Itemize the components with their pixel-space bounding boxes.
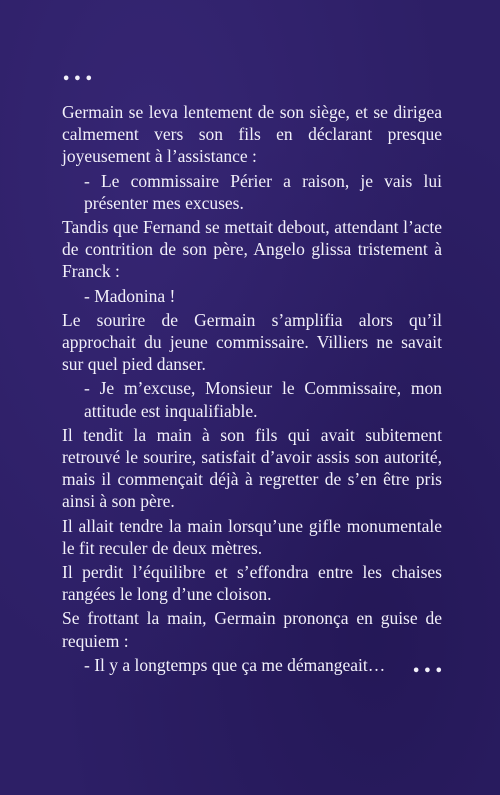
paragraph: Germain se leva lentement de son siège, et se dirigea calmement vers son fils en déclarant presque joyeusement à l’assistance : — [62, 102, 442, 167]
paragraph: Se frottant la main, Germain prononça en guise de requiem : — [62, 608, 442, 651]
paragraph: Le sourire de Germain s’amplifia alors qu’il approchait du jeune commissaire. Villiers ne savait sur quel pied danser. — [62, 309, 442, 375]
dialogue-line: - Il y a longtemps que ça me démangeait… — [84, 654, 386, 675]
ornament-bottom: ••• — [412, 664, 446, 679]
dialogue-line: - Je m’excuse, Monsieur le Commissaire, mon attitude est inqualifiable. — [84, 378, 442, 421]
paragraph: Il allait tendre la main lorsqu’une gifle monumentale le fit reculer de deux mètres. — [62, 515, 442, 558]
ornament-top: ••• — [62, 72, 96, 87]
body-text — [62, 101, 442, 678]
paragraph: Tandis que Fernand se mettait debout, attendant l’acte de contrition de son père, Angelo glissa tristement à Franck : — [62, 217, 442, 282]
dialogue-line: - Madonina ! — [84, 285, 176, 306]
paragraph: Il perdit l’équilibre et s’effondra entre les chaises rangées le long d’une cloison. — [62, 562, 442, 605]
dialogue-line: - Le commissaire Périer a raison, je vais lui présenter mes excuses. — [84, 170, 442, 213]
paragraph: Il tendit la main à son fils qui avait subitement retrouvé le sourire, satisfait d’avoir assis son autorité, mais il commençait déjà à regretter de s’en être pris ainsi à son père. — [62, 424, 442, 512]
